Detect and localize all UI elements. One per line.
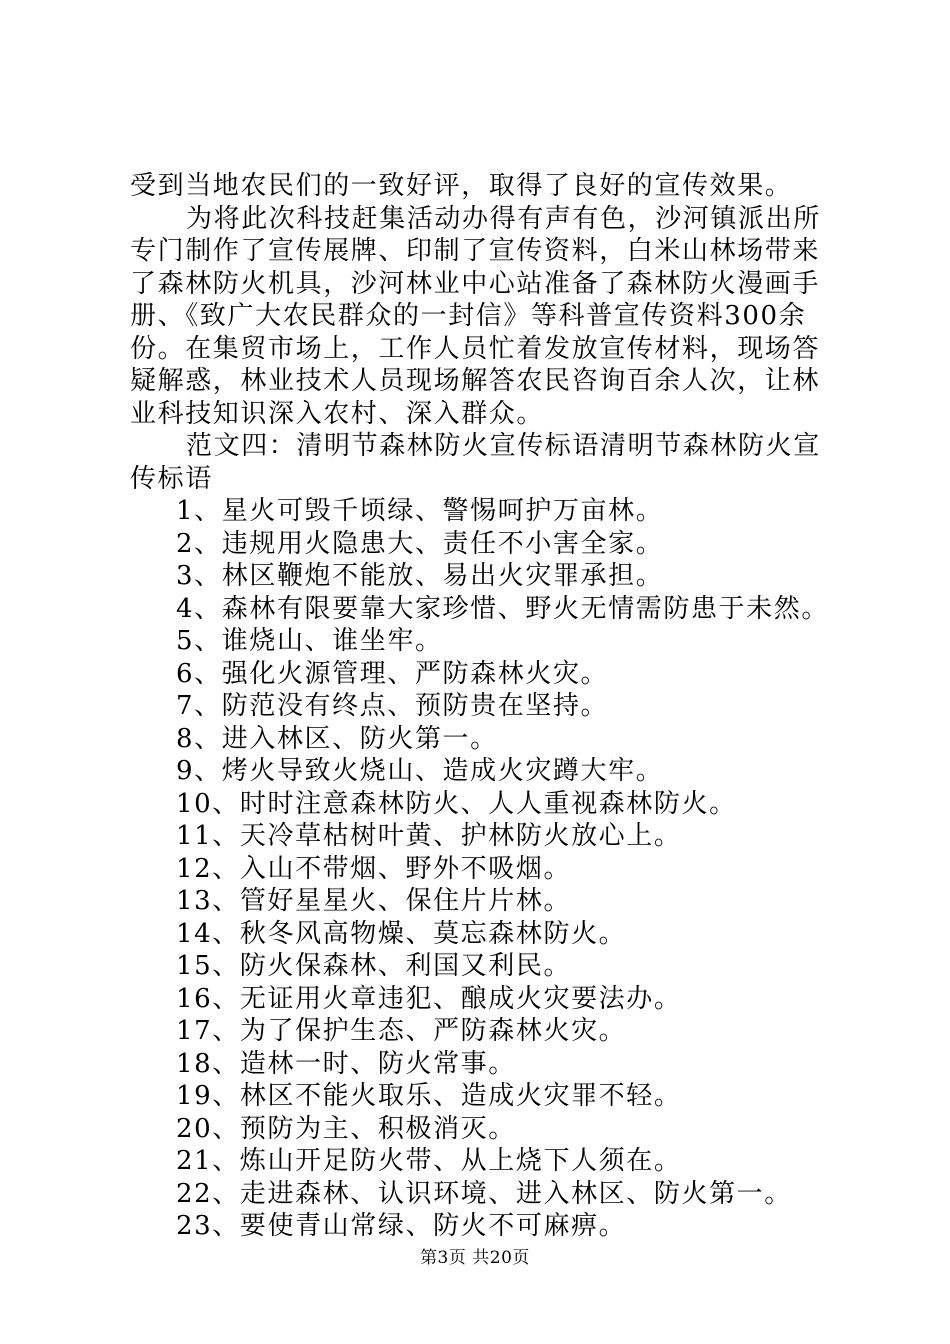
slogan-item: 14、秋冬风高物燥、莫忘森林防火。 bbox=[176, 918, 627, 949]
document-body bbox=[130, 170, 835, 1243]
slogan-item: 12、入山不带烟、野外不吸烟。 bbox=[176, 853, 572, 884]
slogan-item: 10、时时注意森林防火、人人重视森林防火。 bbox=[176, 788, 737, 819]
paragraph-continuation: 受到当地农民们的一致好评，取得了良好的宣传效果。 bbox=[130, 171, 793, 201]
slogan-item: 18、造林一时、防火常事。 bbox=[176, 1048, 516, 1079]
slogan-list bbox=[130, 495, 835, 1243]
slogan-item: 17、为了保护生态、严防森林火灾。 bbox=[176, 1016, 627, 1046]
slogan-item: 20、预防为主、积极消灭。 bbox=[176, 1113, 516, 1144]
section-heading: 范文四：清明节森林防火宣传标语清明节森林防火宣传标语 bbox=[130, 431, 821, 494]
slogan-item: 22、走进森林、认识环境、进入林区、防火第一。 bbox=[176, 1178, 792, 1209]
slogan-item: 6、强化火源管理、严防森林火灾。 bbox=[176, 658, 609, 689]
slogan-item: 8、进入林区、防火第一。 bbox=[176, 723, 498, 754]
slogan-item: 1、星火可毁千顷绿、警惕呵护万亩林。 bbox=[176, 496, 664, 526]
slogan-item: 4、森林有限要靠大家珍惜、野火无情需防患于未然。 bbox=[176, 593, 829, 624]
slogan-item: 23、要使青山常绿、防火不可麻痹。 bbox=[176, 1211, 627, 1241]
slogan-item: 13、管好星星火、保住片片林。 bbox=[176, 886, 572, 916]
slogan-item: 16、无证用火章违犯、酿成火灾要法办。 bbox=[176, 983, 682, 1014]
slogan-item: 21、炼山开足防火带、从上烧下人须在。 bbox=[176, 1146, 682, 1176]
paragraph-activity: 为将此次科技赶集活动办得有声有色，沙河镇派出所专门制作了宣传展牌、印制了宣传资料，白米山林场带来了森林防火机具，沙河林业中心站准备了森林防火漫画手册、《致广大农民群众的一封信》等科普宣传资料300余份。在集贸市场上，工作人员忙着发放宣传材料，现场答疑解惑，林业技术人员现场解答农民咨询百余人次，让林业科技知识深入农村、深入群众。 bbox=[130, 203, 821, 429]
slogan-item: 11、天冷草枯树叶黄、护林防火放心上。 bbox=[176, 821, 682, 851]
slogan-item: 7、防范没有终点、预防贵在坚持。 bbox=[176, 691, 609, 721]
slogan-item: 15、防火保森林、利国又利民。 bbox=[176, 951, 572, 981]
slogan-item: 2、违规用火隐患大、责任不小害全家。 bbox=[176, 528, 664, 559]
slogan-item: 3、林区鞭炮不能放、易出火灾罪承担。 bbox=[176, 561, 664, 591]
slogan-item: 5、谁烧山、谁坐牢。 bbox=[176, 626, 443, 656]
slogan-item: 19、林区不能火取乐、造成火灾罪不轻。 bbox=[176, 1081, 682, 1111]
page-number-footer: 第3页 共20页 bbox=[420, 1248, 530, 1268]
slogan-item: 9、烤火导致火烧山、造成火灾蹲大牢。 bbox=[176, 756, 664, 786]
